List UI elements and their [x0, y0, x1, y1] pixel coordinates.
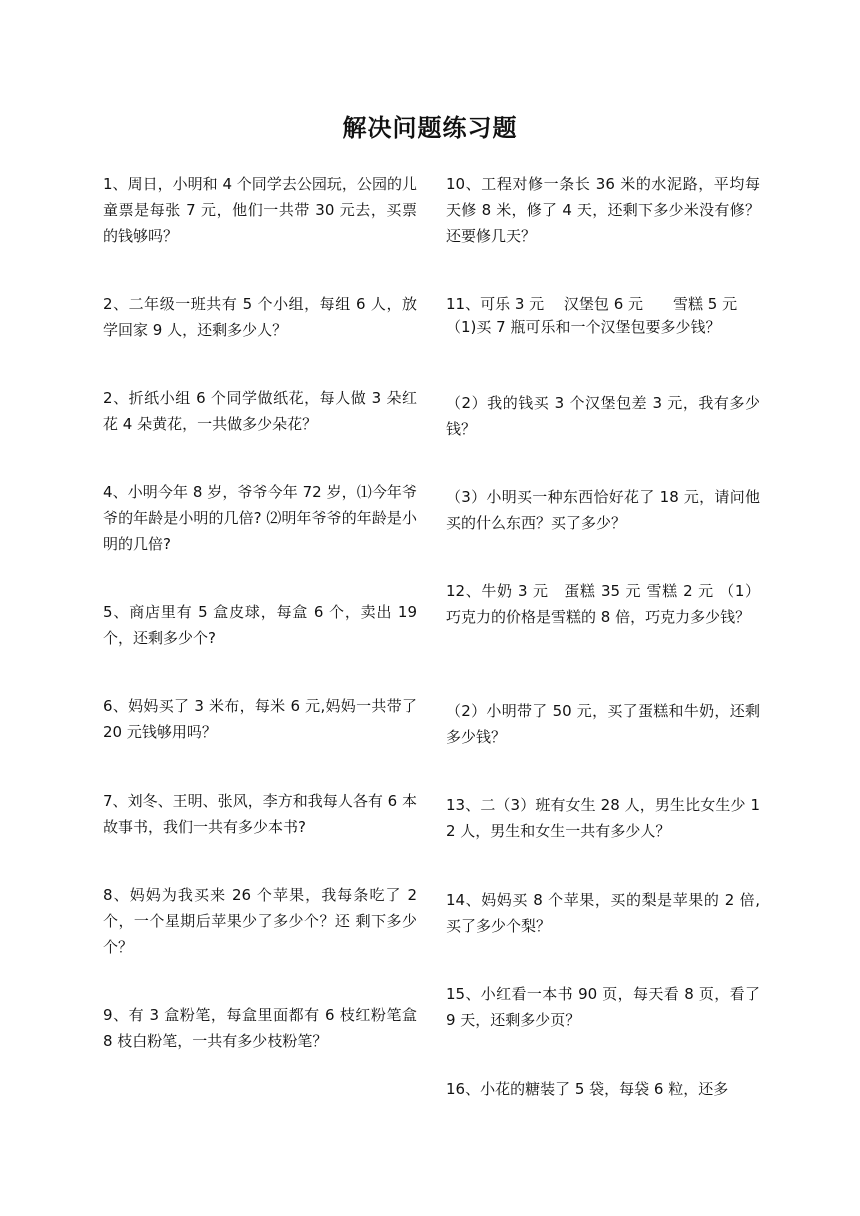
question-2a: 2、二年级一班共有 5 个小组，每组 6 人，放学回家 9 人，还剩多少人？ [103, 295, 417, 339]
page-title: 解决问题练习题 [342, 114, 518, 142]
question-12-part-2: （2）小明带了 50 元，买了蛋糕和牛奶，还剩多少钱？ [446, 702, 760, 746]
question-9: 9、有 3 盒粉笔，每盒里面都有 6 枝红粉笔盒 8 枝白粉笔，一共有多少枝粉笔？ [103, 1006, 417, 1050]
question-11-part-3: （3）小明买一种东西恰好花了 18 元，请问他买的什么东西？买了多少？ [446, 488, 760, 532]
question-14: 14、妈妈买 8 个苹果，买的梨是苹果的 2 倍,买了多少个梨？ [446, 891, 760, 935]
question-15: 15、小红看一本书 90 页，每天看 8 页，看了 9 天，还剩多少页？ [446, 985, 760, 1029]
question-5: 5、商店里有 5 盒皮球，每盒 6 个，卖出 19 个，还剩多少个? [103, 603, 417, 647]
question-10: 10、工程对修一条长 36 米的水泥路，平均每天修 8 米，修了 4 天，还剩下多少米没有修？还要修几天？ [446, 175, 760, 245]
question-11-part-2: （2）我的钱买 3 个汉堡包差 3 元，我有多少钱？ [446, 394, 760, 438]
question-4: 4、小明今年 8 岁，爷爷今年 72 岁，⑴今年爷爷的年龄是小明的几倍? ⑵明年爷爷的年龄是小明的几倍? [103, 483, 417, 553]
question-1: 1、周日，小明和 4 个同学去公园玩，公园的儿童票是每张 7 元，他们一共带 30 元去，买票的钱够吗？ [103, 175, 417, 245]
question-12: 12、牛奶 3 元 蛋糕 35 元 雪糕 2 元 （1）巧克力的价格是雪糕的 8 倍，巧克力多少钱？ [446, 582, 760, 626]
question-7: 7、刘冬、王明、张风，李方和我每人各有 6 本故事书，我们一共有多少本书? [103, 792, 417, 836]
question-13: 13、二（3）班有女生 28 人，男生比女生少 12 人，男生和女生一共有多少人？ [446, 796, 760, 840]
question-11-prices: 11、可乐 3 元 汉堡包 6 元 雪糕 5 元 [446, 295, 738, 313]
question-2b: 2、折纸小组 6 个同学做纸花，每人做 3 朵红花 4 朵黄花，一共做多少朵花？ [103, 389, 417, 433]
question-8: 8、妈妈为我买来 26 个苹果，我每条吃了 2 个，一个星期后苹果少了多少个？还 剩下多少个？ [103, 886, 417, 956]
question-6: 6、妈妈买了 3 米布，每米 6 元,妈妈一共带了 20 元钱够用吗？ [103, 697, 417, 741]
question-11-part-1: （1)买 7 瓶可乐和一个汉堡包要多少钱？ [446, 318, 721, 336]
question-16: 16、小花的糖装了 5 袋，每袋 6 粒，还多 [446, 1080, 729, 1098]
